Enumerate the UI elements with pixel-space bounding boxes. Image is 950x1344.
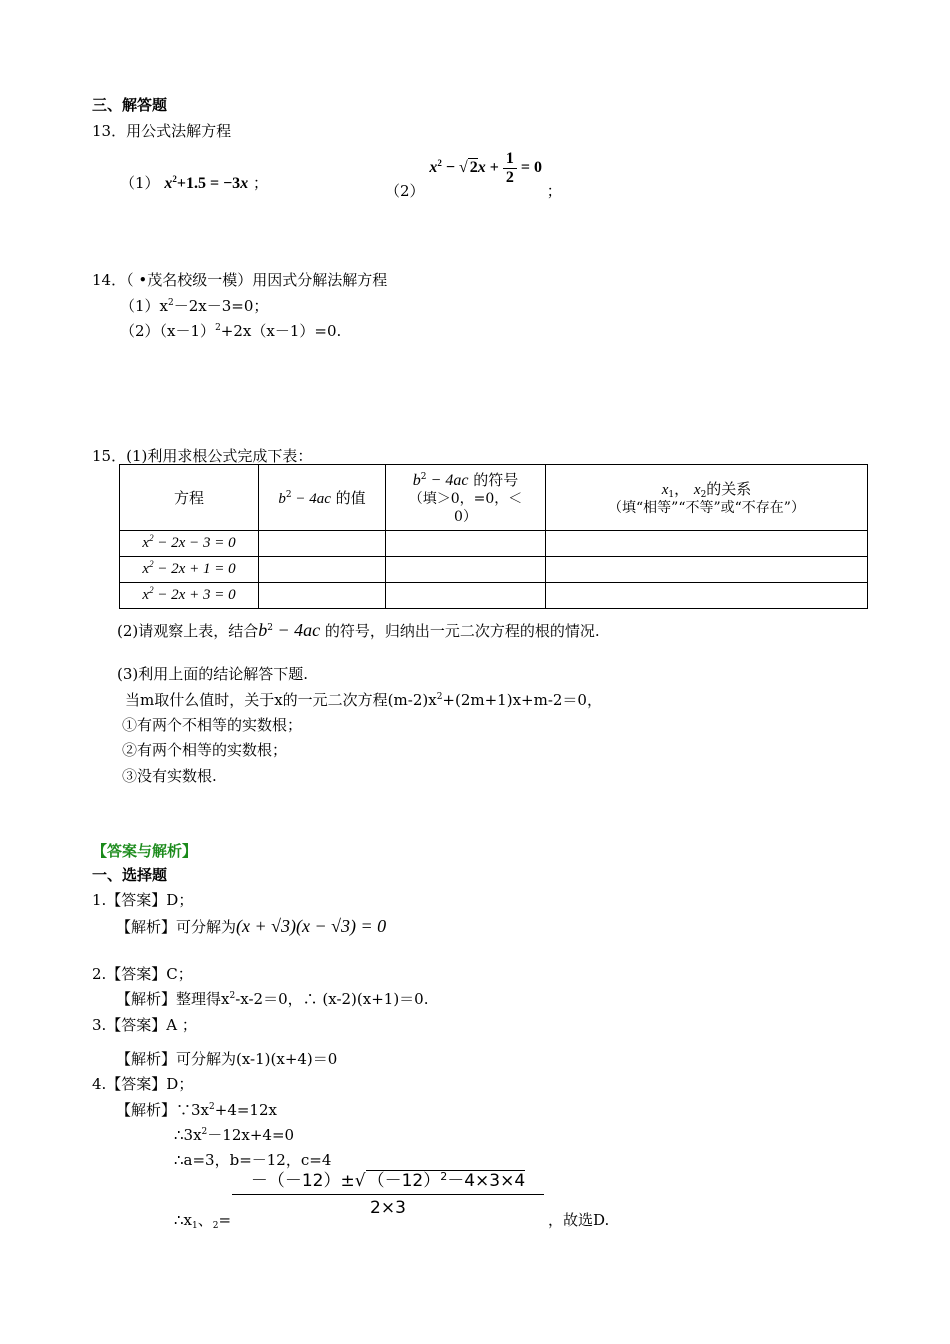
fraction-numerator: －（－12）±√ $(-12)^2-4\times 3\times 4$ [232,1166,544,1195]
row-cell [386,557,546,583]
answer-4-line4: $\therefore x_1$、$_2$= [174,1211,232,1231]
row-cell [386,531,546,557]
q13-part1-equation: $x^2+1.5 = -3x$ [164,174,249,192]
table-header-row [120,465,868,531]
table-row [120,557,868,583]
answer-3: 3.【答案】A ； [92,1016,197,1034]
q15-option-1: ①有两个不相等的实数根； [122,716,303,734]
answer-4-line2: $\therefore 3x^2-12x+4=0$ [174,1126,295,1144]
row-cell [546,531,868,557]
answers-heading: 【答案与解析】 [92,842,198,860]
q15-part3-question: 当m取什么值时，关于x的一元二次方程$(m-2)x^2+(2m+1)x+m-2=0$， [125,691,602,709]
table-row [120,583,868,609]
question-15-title: 15．(1)利用求根公式完成下表： [92,447,313,465]
header-discriminant-value: $b^2 - 4ac$ 的值 [259,465,386,531]
row-cell [546,557,868,583]
header-equation: 方程 [120,465,259,531]
answer-3-explanation: 【解析】可分解为(x-1)(x+4)＝0 [116,1050,338,1068]
answer-1-explanation: 【解析】可分解为(x + √3)(x − √3) = 0 [116,916,387,936]
row-equation: $x^2 - 2x - 3 = 0$ [120,531,259,557]
q13-part2: （2） $x^2$ − √ 2x + $\frac{1}{2}$ = 0 ； [385,150,562,201]
q14-part1: $(1)x^2-2x-3=0$； [120,297,269,315]
row-cell [259,557,386,583]
row-cell [386,583,546,609]
row-equation: $x^2 - 2x + 3 = 0$ [120,583,259,609]
q15-part3-title: (3)利用上面的结论解答下题. [117,665,309,683]
header-root-relation: $x_1$， $x_2$的关系 （填“相等”“不等”或“不存在”） [546,465,868,531]
section-heading: 三、解答题 [92,96,168,114]
q15-option-2: ②有两个相等的实数根； [122,741,288,759]
q14-part2: $(2)(x-1)^2+2x(x-1)=0$. [120,322,342,340]
discriminant-table [119,464,868,609]
q13-part2-label: （2） [385,182,425,201]
q15-part2: (2)请观察上表，结合$b^2 - 4ac$ 的符号，归纳出一元二次方程的根的情况. [117,620,600,640]
q13-part1: （1） $x^2+1.5 = -3x$ ； [120,174,268,192]
header-discriminant-sign: $b^2 - 4ac$ 的符号 （填＞0，=0，＜ 0） [386,465,546,531]
answer-1: 1.【答案】D； [92,891,194,909]
row-cell [259,531,386,557]
table-row [120,531,868,557]
answer-4-explanation: 【解析】$\because 3x^2+4=12x$ [116,1101,277,1119]
answer-4: 4.【答案】D； [92,1075,194,1093]
answers-section-1: 一、选择题 [92,866,168,884]
row-cell [546,583,868,609]
q13-part2-equation: $x^2$ − √ 2x + $\frac{1}{2}$ = 0 [429,150,542,186]
row-cell [259,583,386,609]
answer-4-conclusion: ，故选D. [548,1211,610,1229]
question-14-title: 14．（ •茂名校级一模）用因式分解法解方程 [92,271,388,289]
question-13-title: 13．用公式法解方程 [92,122,232,140]
quadratic-formula-fraction [232,1166,544,1218]
q15-option-3: ③没有实数根. [122,767,217,785]
answer-2-explanation: 【解析】整理得$x^2-x-2=0$，∴ (x-2)(x+1)＝0. [116,990,429,1008]
row-equation: $x^2 - 2x + 1 = 0$ [120,557,259,583]
q13-part1-label: （1） [120,174,160,192]
answer-4-line3: ∴a=3，b=－12，c=4 [174,1151,332,1169]
fraction-denominator: 2×3 [370,1198,406,1218]
answer-2: 2.【答案】C； [92,965,193,983]
